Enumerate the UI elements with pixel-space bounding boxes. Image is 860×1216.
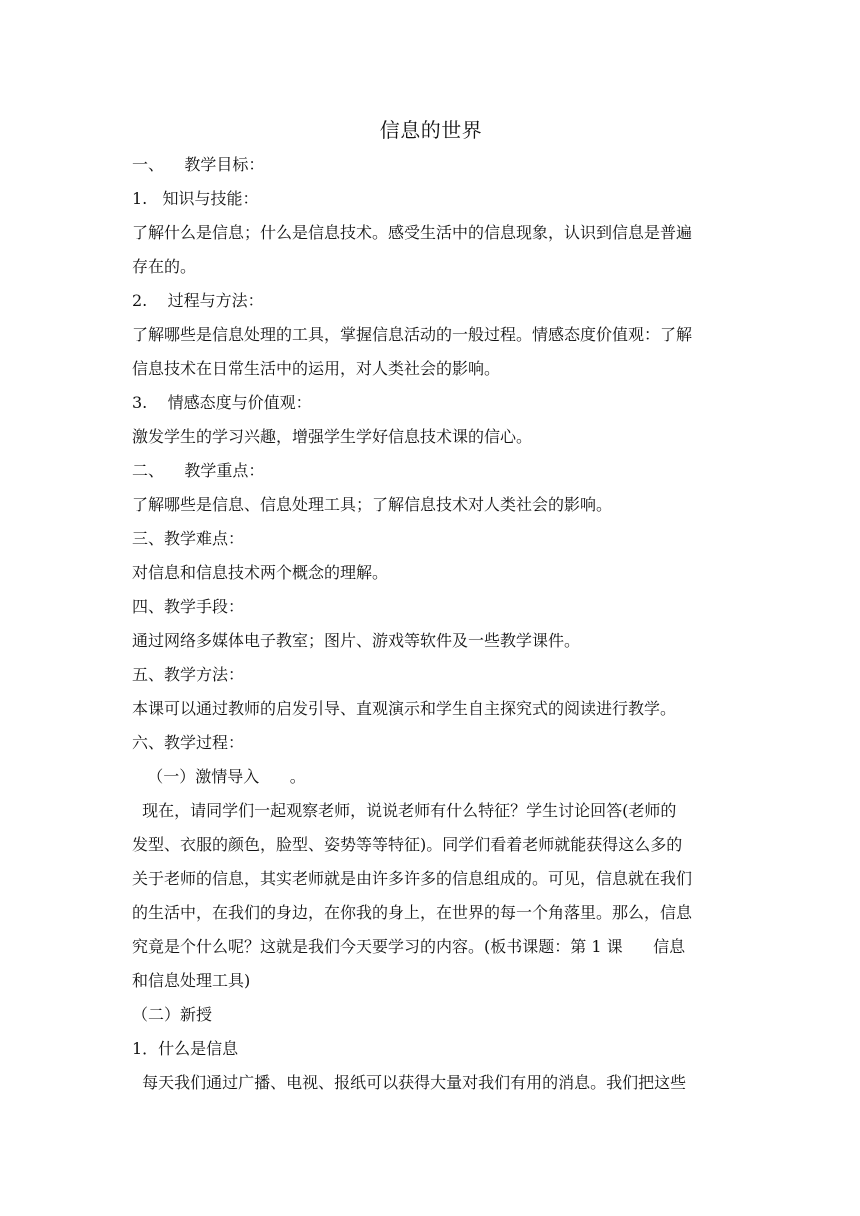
subheading-process-methods: 2. 过程与方法：: [132, 291, 264, 310]
document-body: [132, 112, 730, 1100]
subheading-new-lesson: （二）新授: [132, 1005, 213, 1024]
paragraph-line: 信息技术在日常生活中的运用，对人类社会的影响。: [132, 359, 501, 378]
paragraph-line: 的生活中，在我们的身边，在你我的身上，在世界的每一个角落里。那么，信息: [132, 903, 693, 922]
subheading-what-is-information: 1．什么是信息: [132, 1039, 239, 1058]
paragraph-line: 了解哪些是信息处理的工具，掌握信息活动的一般过程。情感态度价值观：了解: [132, 325, 693, 344]
section-heading-key-points: 二、 教学重点：: [132, 461, 265, 480]
section-heading-process: 六、教学过程：: [132, 733, 245, 752]
paragraph-line: 关于老师的信息，其实老师就是由许多许多的信息组成的。可见，信息就在我们: [132, 869, 693, 888]
section-heading-difficulties: 三、教学难点：: [132, 529, 245, 548]
paragraph-line: 了解什么是信息；什么是信息技术。感受生活中的信息现象，认识到信息是普遍: [132, 223, 693, 242]
paragraph-line: 本课可以通过教师的启发引导、直观演示和学生自主探究式的阅读进行教学。: [132, 699, 677, 718]
paragraph-line: 和信息处理工具): [132, 971, 251, 990]
paragraph-line: 通过网络多媒体电子教室；图片、游戏等软件及一些教学课件。: [132, 631, 581, 650]
paragraph-line: 存在的。: [132, 257, 197, 276]
subheading-attitude-values: 3. 情感态度与价值观：: [132, 393, 312, 412]
section-heading-methods: 五、教学方法：: [132, 665, 245, 684]
paragraph-line: 了解哪些是信息、信息处理工具；了解信息技术对人类社会的影响。: [132, 495, 613, 514]
section-heading-objectives: 一、 教学目标：: [132, 155, 265, 174]
paragraph-line: 每天我们通过广播、电视、报纸可以获得大量对我们有用的消息。我们把这些: [132, 1073, 687, 1092]
paragraph-line: 对信息和信息技术两个概念的理解。: [132, 563, 389, 582]
subheading-knowledge-skills: 1. 知识与技能：: [132, 189, 259, 208]
paragraph-line: 激发学生的学习兴趣，增强学生学好信息技术课的信心。: [132, 427, 533, 446]
paragraph-line: 究竟是个什么呢？这就是我们今天要学习的内容。(板书课题：第 1 课 信息: [132, 937, 686, 956]
document-title: 信息的世界: [379, 118, 483, 142]
subheading-introduction: （一）激情导入 。: [132, 767, 306, 786]
paragraph-line: 发型、衣服的颜色，脸型、姿势等等特征)。同学们看着老师就能获得这么多的: [132, 835, 683, 854]
paragraph-line: 现在，请同学们一起观察老师，说说老师有什么特征？学生讨论回答(老师的: [132, 801, 677, 820]
section-heading-means: 四、教学手段：: [132, 597, 245, 616]
